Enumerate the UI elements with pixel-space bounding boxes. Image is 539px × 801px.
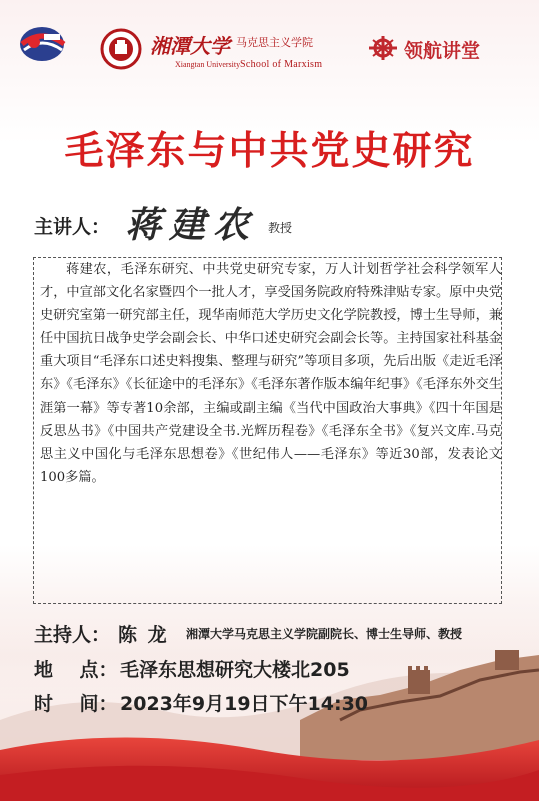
conference-logo-icon — [14, 22, 74, 74]
host-name: 陈 龙 — [118, 624, 169, 646]
university-name-en: Xiangtan University — [175, 60, 241, 69]
location-value: 毛泽东思想研究大楼北205 — [120, 659, 350, 681]
speaker-label: 主讲人： — [34, 216, 111, 238]
time-label: 时 间： — [34, 693, 118, 715]
lecture-title: 毛泽东与中共党史研究 — [64, 129, 475, 174]
university-name-cn: 湘潭大学 — [150, 34, 230, 58]
location-label: 地 点： — [34, 659, 118, 681]
header — [0, 0, 539, 90]
school-name-en: School of Marxism — [240, 59, 323, 70]
time-value: 2023年9月19日下午14:30 — [120, 693, 369, 715]
host-label: 主持人： — [34, 624, 111, 646]
speaker-title: 教授 — [268, 221, 293, 235]
speaker-bio: 蒋建农，毛泽东研究、中共党史研究专家，万人计划哲学社会科学领军人才，中宣部文化名家暨四个一批人才，享受国务院政府特殊津贴专家。原中央党史研究室第一研究部主任，现华南师范大学历史文化学院教授，博士生导师，兼任中国抗日战争史学会副会长、中华口述史研究会副会长等。主持国家社科基金重大项目“毛泽东口述史料搜集、整理与研究”等项目多项，先后出版《走近毛泽东》《毛泽东》《长征途中的毛泽东》《毛泽东著作版本编年纪事》《毛泽东外交生涯第一幕》等专著10余部，主编或副主编《当代中国政治大事典》《四十年国是反思丛书》《中国共产党建设全书.光辉历程卷》《毛泽东全书》《复兴文库.马克思主义中国化与毛泽东思想卷》《世纪伟人——毛泽东》等近30部，发表论文100多篇。 — [40, 262, 502, 485]
anchor-emblem-icon — [367, 34, 399, 62]
speaker-name: 蒋建农 — [125, 204, 258, 246]
university-seal-icon — [100, 28, 142, 70]
host-description: 湘潭大学马克思主义学院副院长、博士生导师、教授 — [186, 627, 463, 641]
school-name-cn: 马克思主义学院 — [236, 36, 313, 49]
lecture-series-label: 领航讲堂 — [404, 40, 481, 62]
